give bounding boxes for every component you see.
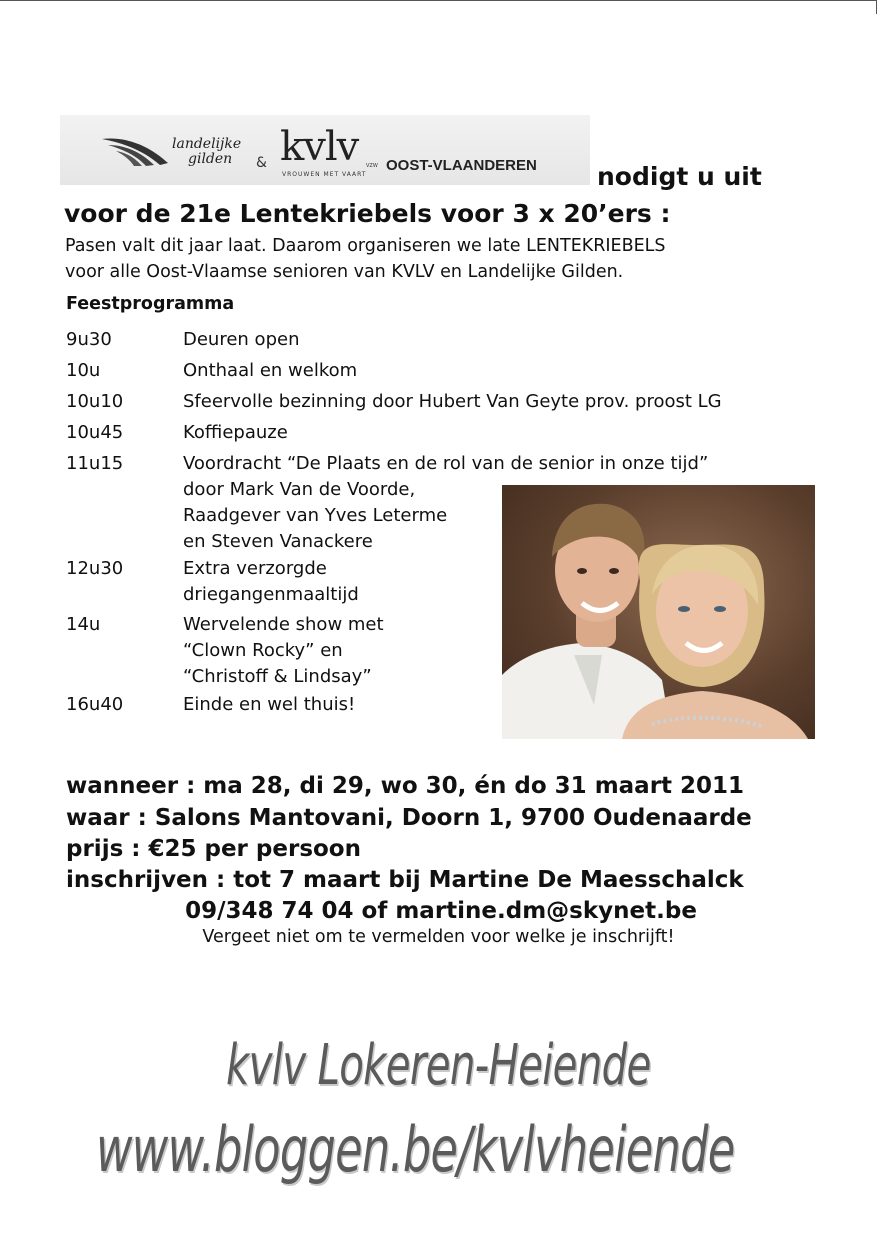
schedule-desc	[183, 612, 384, 690]
schedule-desc	[183, 389, 722, 415]
schedule-line: Einde en wel thuis!	[183, 694, 356, 715]
landelijke-gilden-wordmark	[172, 137, 241, 167]
schedule-time: 10u10	[66, 391, 124, 412]
schedule-desc	[183, 420, 288, 446]
kvlv-tagline: VROUWEN MET VAART	[282, 171, 367, 178]
performers-illustration	[502, 485, 815, 739]
contact-text: 09/348 74 04 of martine.dm@skynet.be	[185, 898, 697, 924]
top-border	[0, 0, 877, 1]
landelijke-gilden-logo-icon	[100, 133, 172, 169]
schedule-line: Deuren open	[183, 329, 300, 350]
schedule-time: 11u15	[66, 453, 124, 474]
schedule-line: door Mark Van de Voorde,	[183, 479, 416, 500]
schedule-line: “Clown Rocky” en	[183, 640, 343, 661]
footer-blog-url: www.bloggen.be/kvlvheiende	[96, 1113, 735, 1186]
reminder-note: Vergeet niet om te vermelden voor welke je inschrijft!	[202, 927, 675, 947]
schedule-time: 10u	[66, 360, 101, 381]
event-when: wanneer : ma 28, di 29, wo 30, én do 31 maart 2011	[66, 773, 745, 799]
schedule-line: “Christoff & Lindsay”	[183, 666, 372, 687]
logo-lg-line2: gilden	[188, 151, 233, 167]
intro-line: Pasen valt dit jaar laat. Daarom organiseren we late LENTEKRIEBELS	[65, 236, 666, 256]
logo-banner	[60, 115, 590, 185]
schedule-line: Voordracht “De Plaats en de rol van de senior in onze tijd”	[183, 453, 709, 474]
schedule-desc	[183, 327, 299, 353]
kvlv-vzw: VZW	[366, 163, 378, 169]
schedule-line: Extra verzorgde	[183, 558, 327, 579]
schedule-time: 16u40	[66, 694, 124, 715]
contact-info	[0, 898, 877, 924]
region-label: OOST-VLAANDEREN	[386, 157, 537, 174]
event-price: prijs : €25 per persoon	[66, 836, 361, 862]
intro-paragraph	[65, 233, 666, 285]
schedule-line: driegangenmaaltijd	[183, 584, 359, 605]
program-title: Feestprogramma	[66, 294, 235, 314]
schedule-time: 9u30	[66, 329, 112, 350]
schedule-time: 12u30	[66, 558, 124, 579]
schedule-line: Wervelende show met	[183, 614, 384, 635]
invite-text: nodigt u uit	[597, 162, 762, 191]
schedule-time: 10u45	[66, 422, 124, 443]
performers-photo	[502, 485, 815, 739]
headline: voor de 21e Lentekriebels voor 3 x 20’ers :	[64, 199, 671, 228]
schedule-desc	[183, 556, 359, 608]
kvlv-logo: kvlv	[280, 124, 359, 170]
event-register: inschrijven : tot 7 maart bij Martine De Maesschalck	[66, 867, 744, 893]
logo-ampersand: &	[256, 155, 267, 171]
intro-line: voor alle Oost-Vlaamse senioren van KVLV en Landelijke Gilden.	[65, 262, 624, 282]
schedule-desc	[183, 692, 355, 718]
schedule-desc	[183, 358, 357, 384]
footer-group-name: kvlv Lokeren-Heiende	[226, 1033, 651, 1098]
schedule-line: Onthaal en welkom	[183, 360, 358, 381]
schedule-line: Koffiepauze	[183, 422, 288, 443]
logo-lg-line1: landelijke	[172, 136, 242, 152]
schedule-line: Sfeervolle bezinning door Hubert Van Geyte prov. proost LG	[183, 391, 722, 412]
schedule-line: Raadgever van Yves Leterme	[183, 505, 448, 526]
event-where: waar : Salons Mantovani, Doorn 1, 9700 Oudenaarde	[66, 805, 752, 831]
schedule-line: en Steven Vanackere	[183, 531, 373, 552]
schedule-time: 14u	[66, 614, 101, 635]
